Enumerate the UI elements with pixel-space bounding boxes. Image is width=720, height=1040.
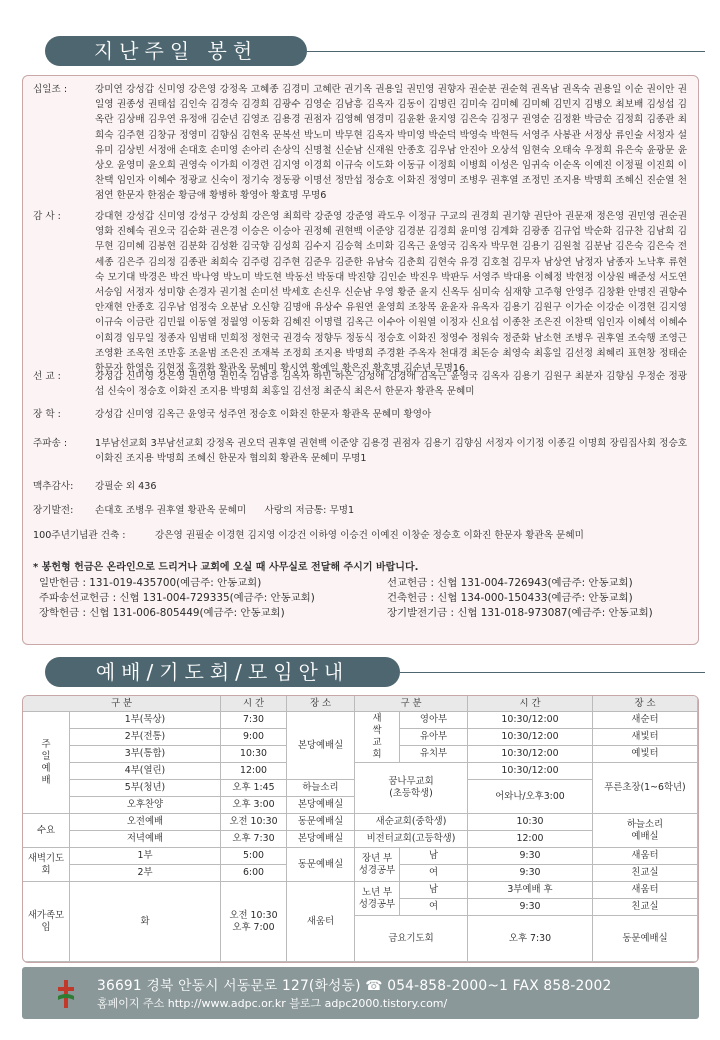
service-time: 오후 7:30	[221, 831, 287, 848]
gender-label: 여	[400, 899, 468, 916]
study-time: 9:30	[468, 899, 593, 916]
dept-place: 하늘소리 예배실	[593, 814, 698, 848]
dept-name: 비전터교회(고등학생)	[355, 831, 468, 848]
service-time: 오후 3:00	[221, 797, 287, 814]
gender-label: 남	[400, 882, 468, 899]
study-time: 9:30	[468, 865, 593, 882]
dept-time: 10:30/12:00	[468, 729, 593, 746]
footer	[22, 967, 699, 1019]
dept-time: 어와나/오후3:00	[468, 780, 593, 814]
title-rule	[307, 51, 705, 52]
meeting-day: 화	[70, 882, 221, 962]
study-place: 친교실	[593, 899, 698, 916]
service-time: 9:00	[221, 729, 287, 746]
offering-section-title: 지난주일 봉헌	[45, 36, 307, 66]
place-haneul: 하늘소리	[287, 780, 355, 797]
relief-label: 맥추감사:	[33, 481, 74, 492]
dept-name: 유치부	[400, 746, 468, 763]
service-name: 3부(통합)	[70, 746, 221, 763]
account-mission: 선교헌금 : 신협 131-004-726943(예금주: 안동교회)	[387, 577, 633, 589]
dept-place: 새빛터	[593, 729, 698, 746]
offering-notice-text: * 봉헌형 헌금은 온라인으로 드리거나 교회에 오실 때 사무실로 전달해 주시기 바랍니다.	[33, 562, 419, 573]
dispatch-names: 1부남선교회 3부남선교회 강정옥 권오덕 권후열 권현백 이준양 김용경 권점자 김용기 김향심 서정자 이기정 이종길 이명희 장림집사회 정승호 이화진 조지용 박명희 조혜신 한문자 협의회 황관옥 문혜미 무명1	[95, 438, 687, 465]
meeting-time: 오전 10:30 오후 7:00	[221, 882, 287, 962]
dept-name: 꿈나무교회 (초등학생)	[355, 763, 468, 814]
place-main-hall: 본당예배실	[287, 712, 355, 780]
longterm-names: 손대호 조병우 권후열 황관옥 문혜미 사랑의 저금통: 무명1	[95, 505, 355, 516]
place-east-hall: 동문예배실	[287, 848, 355, 882]
children-church-label: 새 싹 교 회	[355, 712, 400, 763]
newcomer-meeting-label: 새가족모임	[23, 882, 70, 962]
building-names: 강은영 권필순 이경현 김지영 이강건 이하영 이승건 이예진 이창순 정승호 이화진 한문자 황관옥 문혜미	[155, 530, 584, 541]
dept-time: 10:30/12:00	[468, 712, 593, 729]
dispatch-label: 주파송 :	[33, 438, 68, 449]
dept-place: 푸른초장(1~6학년)	[593, 763, 698, 814]
study-time: 3부예배 후	[468, 882, 593, 899]
account-scholarship: 장학헌금 : 신협 131-006-805449(예금주: 안동교회)	[39, 607, 285, 619]
friday-place: 동문예배실	[593, 916, 698, 962]
service-name: 4부(열린)	[70, 763, 221, 780]
service-name: 5부(청년)	[70, 780, 221, 797]
dept-time: 10:30/12:00	[468, 763, 593, 780]
service-time: 6:00	[221, 865, 287, 882]
service-name: 2부(전통)	[70, 729, 221, 746]
study-time: 9:30	[468, 848, 593, 865]
service-time: 7:30	[221, 712, 287, 729]
service-time: 12:00	[221, 763, 287, 780]
service-name: 1부(묵상)	[70, 712, 221, 729]
study-place: 새움터	[593, 848, 698, 865]
offering-panel	[22, 75, 699, 645]
friday-time: 오후 7:30	[468, 916, 593, 962]
service-time: 오후 1:45	[221, 780, 287, 797]
service-name: 저녁예배	[70, 831, 221, 848]
service-name: 오후찬양	[70, 797, 221, 814]
dept-place: 새순터	[593, 712, 698, 729]
worship-section-title: 예배/기도회/모임안내	[45, 657, 400, 687]
dept-time: 10:30	[468, 814, 593, 831]
friday-prayer-label: 금요기도회	[355, 916, 468, 962]
dawn-prayer-label: 새벽기도회	[23, 848, 70, 882]
building-label: 100주년기념관 건축 :	[33, 530, 126, 541]
header-category: 구 분	[23, 696, 221, 712]
study-group-name: 노년 부 성경공부	[355, 882, 400, 916]
title-rule	[400, 672, 705, 673]
study-group-name: 장년 부 성경공부	[355, 848, 400, 882]
church-cross-icon	[56, 980, 76, 1008]
sunday-worship-label: 주 일 예 배	[23, 712, 70, 814]
service-time: 5:00	[221, 848, 287, 865]
tithe-names: 강미연 강성갑 신미영 강은영 강정옥 고혜종 김경미 고혜란 권기옥 권용일 권민영 권향자 권순분 권순혁 권옥남 권옥숙 권용일 이순 권이안 권일영 권종성 권태섭 김인숙 김경숙 김경희 김광수 김영순 김남흥 김옥자 김동이 김명린 김미숙 김미혜 김미혜 김민지 김병오 최보배 김성섭 김옥란 김상배 김우연 유정애 김순년 김영조 김용경 권점자 김영혜 염경미 김윤환 윤지영 김은숙 김정구 권영순 김정환 박금순 김정희 김종관 최희숙 김주현 김창규 정영미 김향심 김현옥 문복선 박노미 박무현 김옥자 박미영 박순덕 박영숙 박현득 서영주 사봉관 서정상 류인술 서정자 설유미 김상빈 서정애 손대호 손미영 손아리 손상익 신명철 신순남 신재원 안종호 김우남 안진아 오상석 임현숙 오태숙 우정희 유은숙 윤광문 윤상오 윤영미 윤오희 권영숙 이가희 이경련 김지영 이경희 이규숙 이도화 이동규 이정희 이병희 이성은 임귀숙 이순옥 이예진 이정필 이진희 이찬택 임인자 이혜수 정광교 신숙이 정기숙 정동광 이명선 정만섭 정승호 이화진 정영미 조병우 권후열 조정민 조지용 박명희 조혜신 진순열 천점연 한문자 한점순 황금애 황병하 황영아 황효명 무명6	[95, 84, 687, 202]
gender-label: 여	[400, 865, 468, 882]
scholarship-label: 장 학 :	[33, 409, 61, 420]
dept-name: 유아부	[400, 729, 468, 746]
header-time: 시 간	[221, 696, 287, 712]
place-main-hall: 본당예배실	[287, 831, 355, 848]
mission-label: 선 교 :	[33, 371, 61, 382]
place-main-hall: 본당예배실	[287, 797, 355, 814]
account-longterm: 장기발전기금 : 신협 131-018-973087(예금주: 안동교회)	[387, 607, 653, 619]
mission-names: 강성갑 신미영 강은영 권민영 권인숙 김남흥 김옥자 하민 하은 김성애 김경애 김옥근 윤영국 김옥자 김용기 김원구 최분자 김향심 우정순 정광섭 신숙이 정승호 이화진 조지용 박명희 최홍일 김선정 최준식 최은서 한문자 황관옥 문혜미	[95, 371, 687, 398]
longterm-label: 장기발전:	[33, 505, 74, 516]
church-web-links: 홈페이지 주소 http://www.adpc.or.kr 블로그 adpc2000.tistory.com/	[97, 997, 448, 1010]
place-east-hall: 동문예배실	[287, 814, 355, 831]
service-name: 오전예배	[70, 814, 221, 831]
church-address: 36691 경북 안동시 서동문로 127(화성동) ☎ 054-858-2000~1 FAX 858-2002	[97, 978, 612, 994]
service-name: 2부	[70, 865, 221, 882]
scholarship-names: 강성갑 신미영 김옥근 윤영국 성주연 정승호 이화진 한문자 황관옥 문혜미 황영아	[95, 409, 432, 420]
dept-time: 12:00	[468, 831, 593, 848]
thanks-label: 감 사 :	[33, 211, 61, 222]
tithe-label: 십일조 :	[33, 84, 68, 95]
header-place: 장 소	[593, 696, 698, 712]
dept-time: 10:30/12:00	[468, 746, 593, 763]
wednesday-label: 수요	[23, 814, 70, 848]
worship-schedule-table	[22, 695, 699, 963]
service-time: 10:30	[221, 746, 287, 763]
place-new-room: 새움터	[287, 882, 355, 962]
study-place: 새움터	[593, 882, 698, 899]
header-place: 장 소	[287, 696, 355, 712]
service-name: 1부	[70, 848, 221, 865]
account-building: 건축헌금 : 신협 134-000-150433(예금주: 안동교회)	[387, 592, 633, 604]
dept-name: 영아부	[400, 712, 468, 729]
relief-names: 강필순 외 436	[95, 481, 157, 492]
header-category: 구 분	[355, 696, 468, 712]
account-dispatch: 주파송선교헌금 : 신협 131-004-729335(예금주: 안동교회)	[39, 592, 315, 604]
header-time: 시 간	[468, 696, 593, 712]
service-time: 오전 10:30	[221, 814, 287, 831]
dept-place: 예빛터	[593, 746, 698, 763]
thanks-names: 강대현 강성갑 신미영 강성구 강성희 강은영 최희락 강준영 강준영 곽도우 이정규 구교의 권경희 권기향 권단아 권문재 정은영 권민영 권순권영화 진혜숙 권오국 김순화 권은경 이승은 이승아 권정혜 권현백 이준양 김경분 김경희 윤미영 김계화 김광종 김규업 박순화 김규찬 김남희 김무현 김미혜 김봉현 김분화 김성환 김국향 김성희 김수지 김승혁 소미화 김옥근 윤영국 김옥자 박무현 김용기 김원철 김분남 김은숙 김은숙 전세종 김은주 김의정 김종관 최희숙 김주령 김주현 김준우 김준한 유남숙 김춘희 김현숙 유경 김호철 김무자 남상연 남정자 남종자 노낙후 류현숙 모기대 박경은 박건 박나영 박노미 박도현 박동선 박동대 박진향 김인순 박진우 박판두 서영주 박대용 이혜정 박현정 이상원 배준성 서도연 서승임 서정자 성미향 손경자 권기철 손미선 박세호 손신우 신순남 우영 황준 윤지 신옥두 심미숙 심재향 고주형 안영주 김창환 안명진 권향수 안재현 안종호 김우남 엄정숙 오분남 오신향 김명애 유상수 유원연 윤영희 조창목 윤윤자 유옥자 김용기 김원구 이가순 이강순 이경현 김지영 이규숙 이금란 김민월 이동열 정월영 이동화 김혜진 이명렬 김옥근 이수아 이원열 이정자 신요섭 이종찬 조은진 이찬택 임인자 이혜석 이혜수 이희경 임무일 정종자 임범태 민희정 정현국 권경숙 정향두 정동식 정승호 이화진 정영수 정워숙 정준화 남소현 조병우 권후열 조숙행 조영근 조영환 조옥현 조만홍 조윤범 조은진 조재복 조정희 조지용 박명희 주경환 주옥자 천대경 최돈승 최영숙 최홍일 김선정 최혜리 표현창 정태순 한문자 한영은 김현정 홍경환 황관옥 문혜미 황시연 황예일 황은진 황호명 김순년 무명16	[95, 211, 687, 375]
account-general: 일반헌금 : 131-019-435700(예금주: 안동교회)	[39, 577, 262, 589]
dept-name: 새순교회(중학생)	[355, 814, 468, 831]
study-place: 친교실	[593, 865, 698, 882]
gender-label: 남	[400, 848, 468, 865]
offering-notice	[33, 561, 418, 576]
